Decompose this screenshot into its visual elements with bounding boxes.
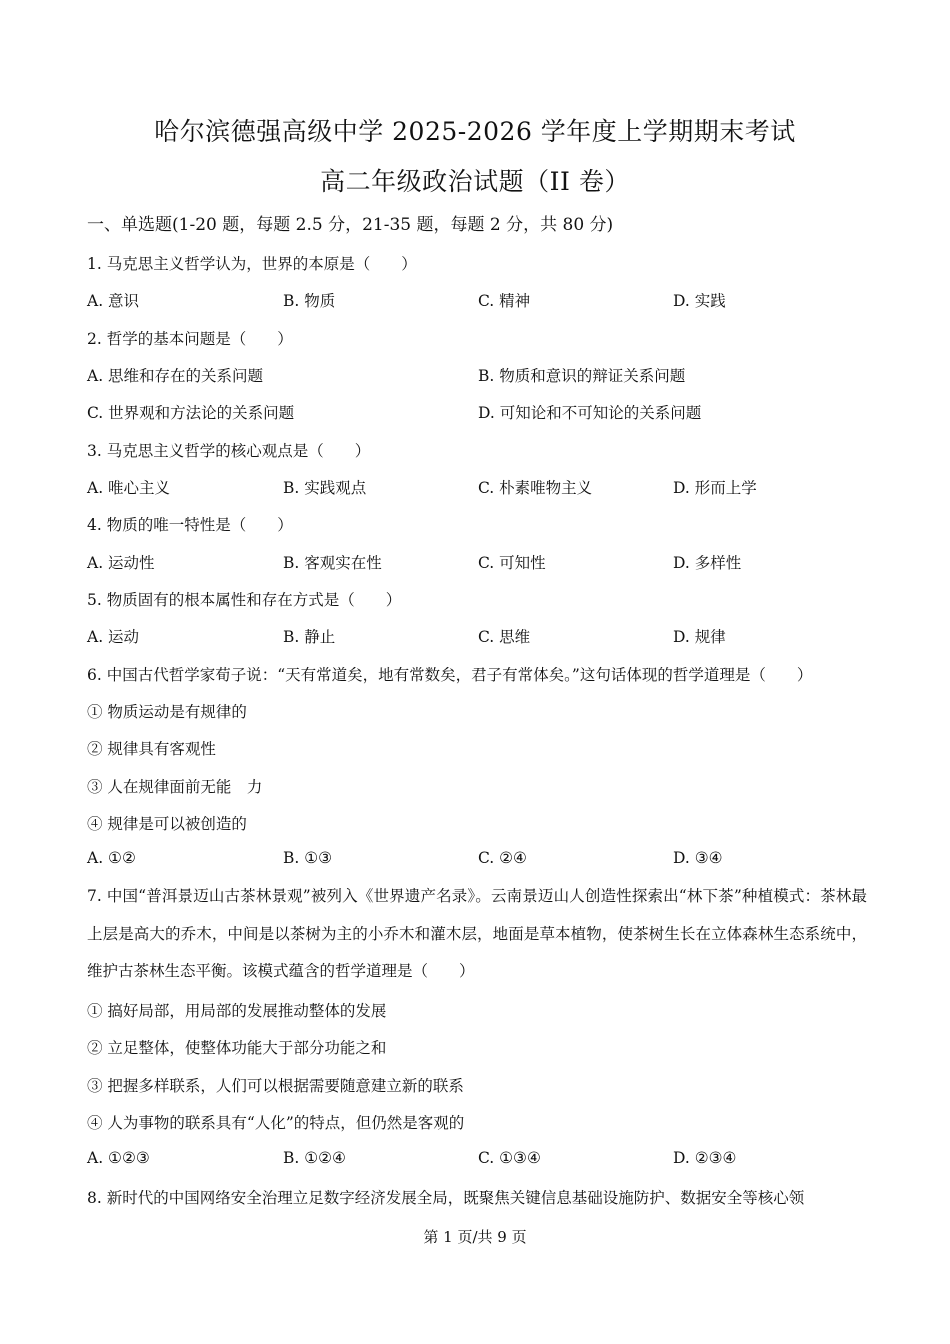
question-4-option-d: D. 多样性	[673, 554, 742, 572]
exam-title: 哈尔滨德强高级中学 2025-2026 学年度上学期期末考试	[154, 117, 796, 146]
question-7-option-c: C. ①③④	[478, 1149, 541, 1167]
question-2-option-a: A. 思维和存在的关系问题	[87, 367, 264, 385]
question-3-option-d: D. 形而上学	[673, 479, 757, 497]
question-6-item-1: ① 物质运动是有规律的	[87, 703, 247, 721]
question-7-item-4: ④ 人为事物的联系具有“人化”的特点，但仍然是客观的	[87, 1114, 465, 1132]
question-5-option-d: D. 规律	[673, 628, 726, 646]
question-7-option-a: A. ①②③	[87, 1149, 150, 1167]
question-6-item-4: ④ 规律是可以被创造的	[87, 815, 247, 833]
question-3-option-b: B. 实践观点	[283, 479, 367, 497]
question-7-item-3: ③ 把握多样联系，人们可以根据需要随意建立新的联系	[87, 1077, 464, 1095]
question-6-option-a: A. ①②	[87, 849, 136, 867]
question-2-option-d: D. 可知论和不可知论的关系问题	[478, 404, 702, 422]
question-2-stem: 2. 哲学的基本问题是（ ）	[87, 330, 293, 348]
question-6-stem: 6. 中国古代哲学家荀子说：“天有常道矣，地有常数矣，君子有常体矣。”这句话体现的哲学道理是（ ）	[87, 666, 813, 684]
question-2-option-c: C. 世界观和方法论的关系问题	[87, 404, 295, 422]
question-5-stem: 5. 物质固有的根本属性和存在方式是（ ）	[87, 591, 402, 609]
question-1-stem: 1. 马克思主义哲学认为，世界的本原是（ ）	[87, 255, 417, 273]
question-6-option-c: C. ②④	[478, 849, 527, 867]
question-6-item-3: ③ 人在规律面前无能 力	[87, 778, 263, 796]
question-1-option-d: D. 实践	[673, 292, 726, 310]
question-1-option-b: B. 物质	[283, 292, 336, 310]
question-4-option-c: C. 可知性	[478, 554, 546, 572]
question-1-option-a: A. 意识	[87, 292, 140, 310]
question-3-stem: 3. 马克思主义哲学的核心观点是（ ）	[87, 442, 371, 460]
question-7-item-1: ① 搞好局部，用局部的发展推动整体的发展	[87, 1002, 387, 1020]
question-4-stem: 4. 物质的唯一特性是（ ）	[87, 516, 293, 534]
question-5-option-b: B. 静止	[283, 628, 336, 646]
question-1-option-c: C. 精神	[478, 292, 531, 310]
page-footer: 第 1 页/共 9 页	[423, 1228, 527, 1246]
question-7-option-d: D. ②③④	[673, 1149, 737, 1167]
question-6-option-d: D. ③④	[673, 849, 723, 867]
question-2-option-b: B. 物质和意识的辩证关系问题	[478, 367, 686, 385]
question-3-option-a: A. 唯心主义	[87, 479, 171, 497]
question-6-item-2: ② 规律具有客观性	[87, 740, 216, 758]
question-4-option-a: A. 运动性	[87, 554, 155, 572]
question-5-option-a: A. 运动	[87, 628, 140, 646]
question-8-stem: 8. 新时代的中国网络安全治理立足数字经济发展全局，既聚焦关键信息基础设施防护、数据安全等核心领	[87, 1189, 805, 1207]
question-6-option-b: B. ①③	[283, 849, 333, 867]
question-5-option-c: C. 思维	[478, 628, 531, 646]
question-7-stem: 7. 中国“普洱景迈山古茶林景观”被列入《世界遗产名录》。云南景迈山人创造性探索出“林下茶”种植模式：茶林最上层是高大的乔木，中间是以茶树为主的小乔木和灌木层，地面是草本植物，使茶树生长在立体森林生态系统中，维护古茶林生态平衡。该模式蕴含的哲学道理是（ ）	[87, 887, 867, 980]
question-4-option-b: B. 客观实在性	[283, 554, 382, 572]
question-7-item-2: ② 立足整体，使整体功能大于部分功能之和	[87, 1039, 387, 1057]
exam-subtitle: 高二年级政治试题（II 卷）	[320, 167, 630, 196]
question-3-option-c: C. 朴素唯物主义	[478, 479, 593, 497]
question-7-option-b: B. ①②④	[283, 1149, 346, 1167]
section-heading: 一、单选题(1-20 题，每题 2.5 分，21-35 题，每题 2 分，共 80 分)	[87, 215, 614, 235]
